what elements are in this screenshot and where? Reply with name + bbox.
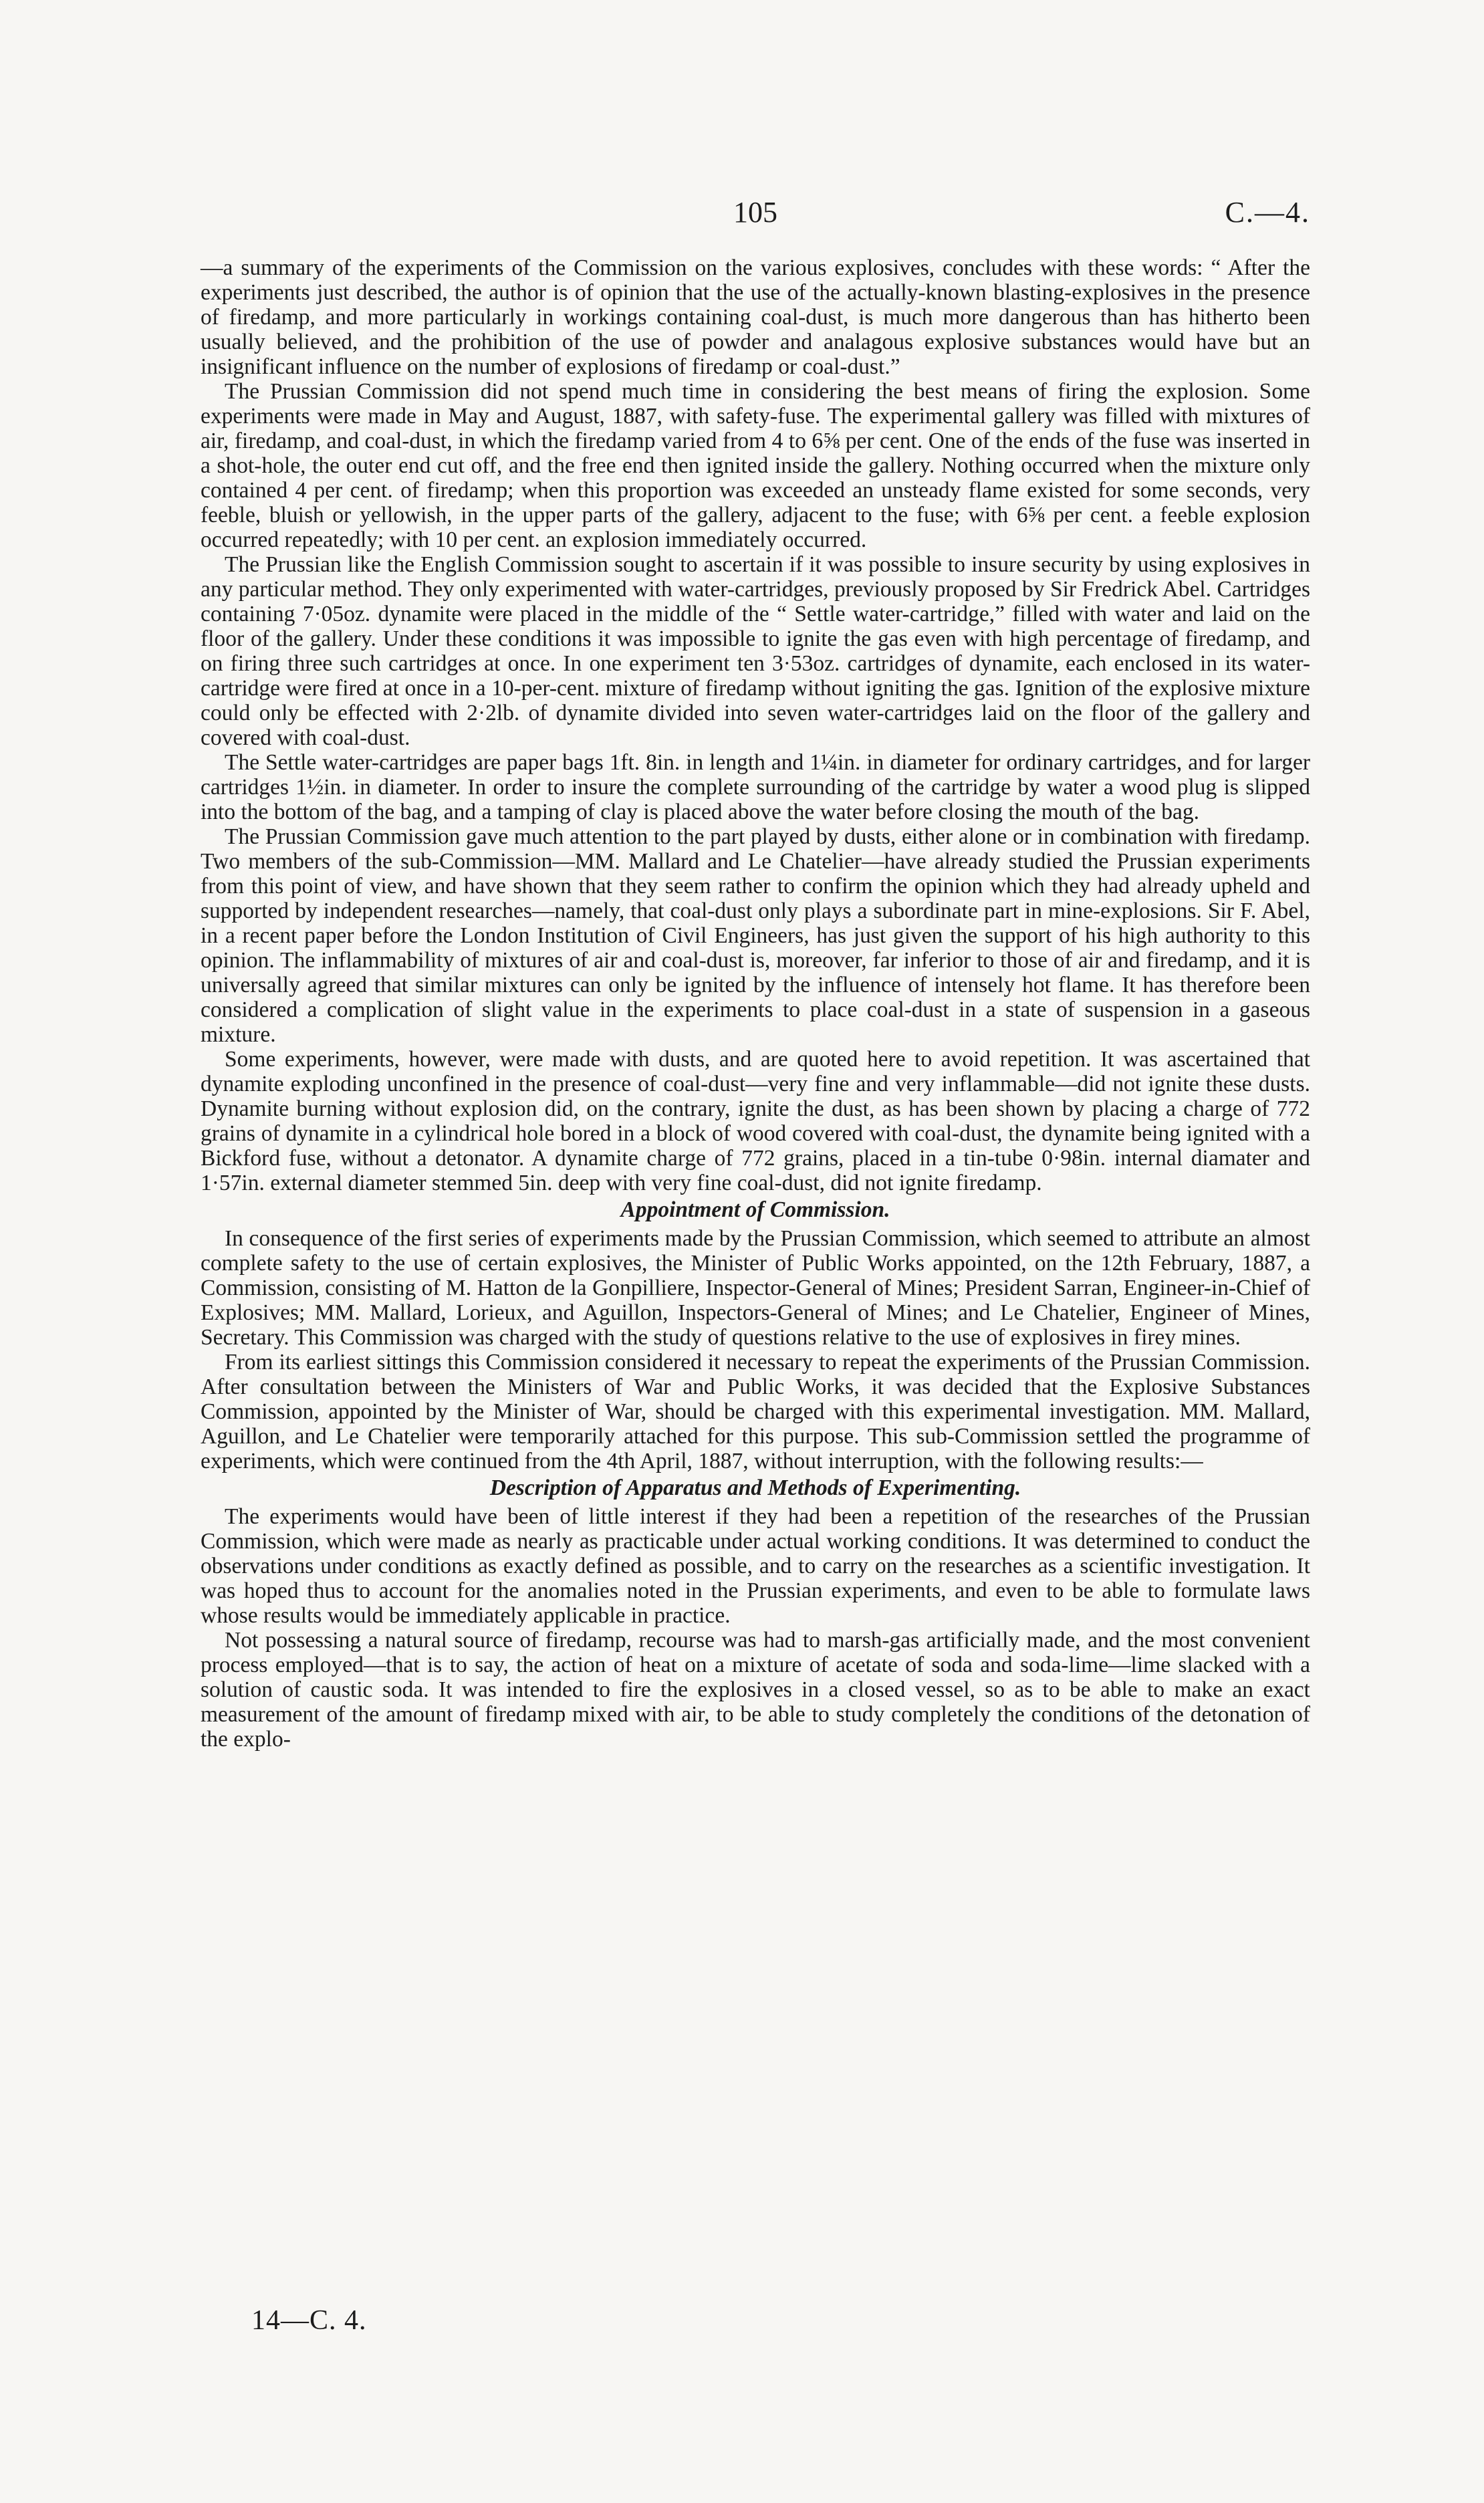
paragraph-commission-appointed: In consequence of the first series of experiments made by the Prussian Commission, which seemed to attribute an almost complete safety to the use of certain explosives, the Minister of Public Works appointed, on the 12th February, 1887, a Commission, consisting of M. Hatton de la Gonpilliere, Inspector-General of Mines; President Sarran, Engineer-in-Chief of Explosives; MM. Mallard, Lorieux, and Aguillon, Inspectors-General of Mines; and Le Chatelier, Engineer of Mines, Secretary. This Commission was charged with the study of questions relative to the use of explosives in firey mines. — [201, 1226, 1310, 1350]
paragraph-safety-fuse: The Prussian Commission did not spend much time in considering the best means of firing the explosion. Some experiments were made in May and August, 1887, with safety-fuse. The experimental gallery was filled with mixtures of air, firedamp, and coal-dust, in which the firedamp varied from 4 to 6⅝ per cent. One of the ends of the fuse was inserted in a shot-hole, the outer end cut off, and the free end then ignited inside the gallery. Nothing occurred when the mixture only contained 4 per cent. of firedamp; when this proportion was exceeded an unsteady flame existed for some seconds, very feeble, bluish or yellowish, in the upper parts of the gallery, adjacent to the fuse; with 6⅝ per cent. a feeble explosion occurred repeatedly; with 10 per cent. an explosion immediately occurred. — [201, 379, 1310, 552]
page-number: 105 — [733, 196, 777, 229]
section-heading-apparatus: Description of Apparatus and Methods of Experimenting. — [489, 1475, 1021, 1500]
paragraph-earliest-sittings: From its earliest sittings this Commission considered it necessary to repeat the experiments of the Prussian Commission. After consultation between the Ministers of War and Public Works, it was decided that the Explosive Substances Commission, appointed by the Minister of War, should be charged with this experimental investigation. MM. Mallard, Aguillon, and Le Chatelier were temporarily attached for this purpose. This sub-Commission settled the programme of experiments, which were continued from the 4th April, 1887, without interruption, with the following results:— — [201, 1350, 1310, 1473]
footer-signature: 14—C. 4. — [251, 2305, 367, 2336]
section-heading-appointment: Appointment of Commission. — [620, 1197, 890, 1222]
page-header — [201, 193, 1310, 233]
paragraph-settle-cartridges: The Settle water-cartridges are paper bags 1ft. 8in. in length and 1¼in. in diameter for ordinary cartridges, and for larger cartridges 1½in. in diameter. In order to insure the complete surrounding of the cartridge by water a wood plug is slipped into the bottom of the bag, and a tamping of clay is placed above the water before closing the mouth of the bag. — [201, 750, 1310, 824]
paragraph-dusts: The Prussian Commission gave much attention to the part played by dusts, either alone or in combination with firedamp. Two members of the sub-Commission—MM. Mallard and Le Chatelier—have already studied the Prussian experiments from this point of view, and have shown that they seem rather to confirm the opinion which they had already upheld and supported by independent researches—namely, that coal-dust only plays a subordinate part in mine-explosions. Sir F. Abel, in a recent paper before the London Institution of Civil Engineers, has just given the support of his high authority to this opinion. The inflammability of mixtures of air and coal-dust is, moreover, far inferior to those of air and firedamp, and it is universally agreed that similar mixtures can only be ignited by the influence of intensely hot flame. It has therefore been considered a complication of slight value in the experiments to place coal-dust in a state of suspension in a gaseous mixture. — [201, 824, 1310, 1047]
paragraph-experiment-interest: The experiments would have been of little interest if they had been a repetition of the researches of the Prussian Commission, which were made as nearly as practicable under actual working conditions. It was determined to conduct the observations under conditions as exactly defined as possible, and to carry on the researches as a scientific investigation. It was hoped thus to account for the anomalies noted in the Prussian experiments, and even to be able to formulate laws whose results would be immediately applicable in practice. — [201, 1504, 1310, 1628]
paragraph-dust-experiments: Some experiments, however, were made with dusts, and are quoted here to avoid repetition. It was ascertained that dynamite exploding unconfined in the presence of coal-dust—very fine and very inflammable—did not ignite these dusts. Dynamite burning without explosion did, on the contrary, ignite the dust, as has been shown by placing a charge of 772 grains of dynamite in a cylindrical hole bored in a block of wood covered with coal-dust, the dynamite being ignited with a Bickford fuse, without a detonator. A dynamite charge of 772 grains, placed in a tin-tube 0·98in. internal diamater and 1·57in. external diameter stemmed 5in. deep with very fine coal-dust, did not ignite firedamp. — [201, 1047, 1310, 1195]
paragraph-marsh-gas: Not possessing a natural source of firedamp, recourse was had to marsh-gas artificially made, and the most convenient process employed—that is to say, the action of heat on a mixture of acetate of soda and soda-lime—lime slacked with a solution of caustic soda. It was intended to fire the explosives in a closed vessel, so as to be able to make an exact measurement of the amount of firedamp mixed with air, to be able to study completely the conditions of the detonation of the explo- — [201, 1628, 1310, 1752]
body-text — [201, 255, 1310, 1752]
paragraph-summary-quote: —a summary of the experiments of the Commission on the various explosives, concludes with these words: “ After the experiments just described, the author is of opinion that the use of the actually-known blasting-explosives in the presence of firedamp, and more particularly in workings containing coal-dust, is much more dangerous than has hitherto been usually believed, and the prohibition of the use of powder and analagous explosive substances would have but an insignificant influence on the number of explosions of firedamp or coal-dust.” — [201, 255, 1310, 379]
paragraph-water-cartridges: The Prussian like the English Commission sought to ascertain if it was possible to insure security by using explosives in any particular method. They only experimented with water-cartridges, previously proposed by Sir Fredrick Abel. Cartridges containing 7·05oz. dynamite were placed in the middle of the “ Settle water-cartridge,” filled with water and laid on the floor of the gallery. Under these conditions it was impossible to ignite the gas even with high percentage of firedamp, and on firing three such cartridges at once. In one experiment ten 3·53oz. cartridges of dynamite, each enclosed in its water-cartridge were fired at once in a 10-per-cent. mixture of firedamp without igniting the gas. Ignition of the explosive mixture could only be effected with 2·2lb. of dynamite divided into seven water-cartridges laid on the floor of the gallery and covered with coal-dust. — [201, 552, 1310, 750]
document-reference: C.—4. — [1225, 196, 1310, 229]
